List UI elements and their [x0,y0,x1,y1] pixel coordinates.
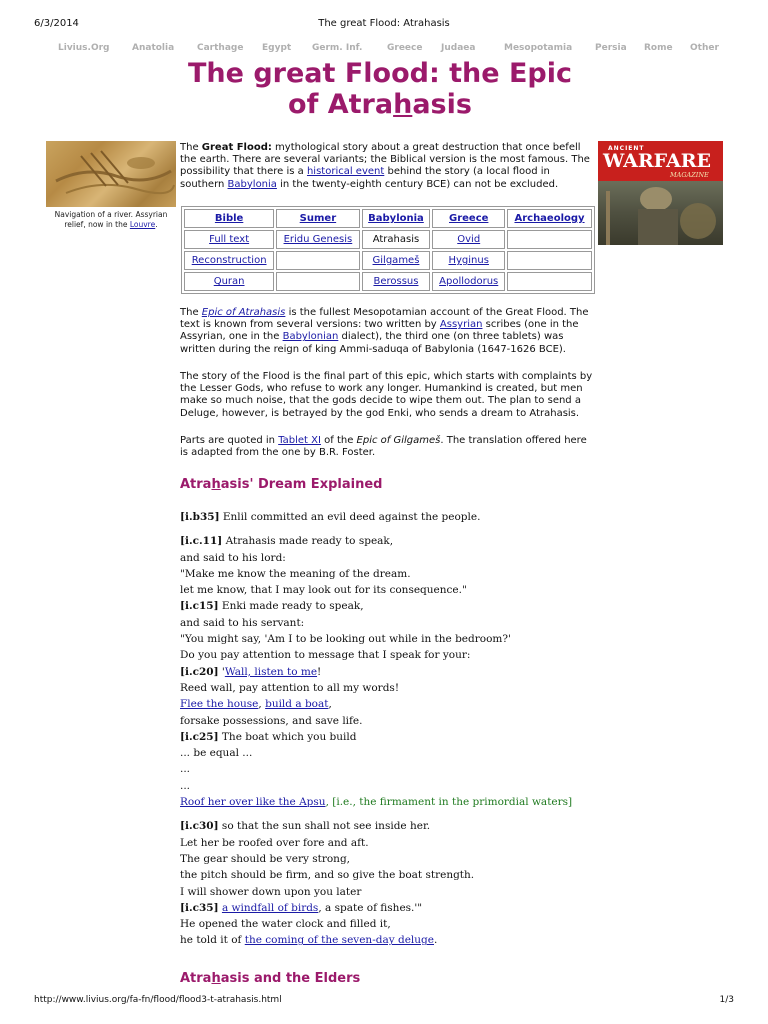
nav-link-judaea[interactable]: Judaea [441,43,476,53]
table-cell [276,230,359,249]
poem-line: ... be equal ... [180,747,253,760]
page-title-line1: The great Flood: the Epic [187,58,573,89]
table-cell [276,251,359,270]
apollodorus-link[interactable]: Apollodorus [439,276,499,287]
story-paragraph: The story of the Flood is the final part of this epic, which starts with complaints by the Lesser Gods, who refuse to work any longer. Humankind is created, but men make so much noise, that the gods decide to wipe them out. The plan to send a Deluge, however, is betrayed by the god Enki, who sends a dream to Atrahasis. [180,371,593,419]
table-cell [432,251,505,270]
page-title [150,58,610,120]
table-cell [432,272,505,291]
epic-description-paragraph: The Epic of Atrahasis is the fullest Mesopotamian account of the Great Flood. The text is known from several versions: two written by Assyrian scribes (one in the Assyrian, one in the Babylonian dialect), the third one (on three tablets) was written during the reign of king Ammi-saduqa of Babylonia (1647-1626 BCE). [180,307,589,355]
hyginus-link[interactable]: Hyginus [448,255,489,266]
tablet-xi-link[interactable]: Tablet XI [278,435,321,446]
poem-line: Do you pay attention to message that I speak for your: [180,649,471,662]
reconstruction-link[interactable]: Reconstruction [191,255,267,266]
figure-caption: Navigation of a river. Assyrian relief, now in the Louvre. [54,210,168,229]
poem-annotation: , [i.e., the firmament in the primordial waters] [325,796,573,809]
table-cell [432,230,505,249]
poem-line: "You might say, 'Am I to be looking out while in the bedroom?' [180,633,511,646]
poem-line: ... [180,763,191,776]
eridu-genesis-link[interactable]: Eridu Genesis [283,234,353,245]
gilgamesh-link[interactable]: Gilgameš [372,255,420,266]
poem-text [180,509,620,949]
greece-link[interactable]: Greece [449,213,489,224]
poem-line: Let her be roofed over fore and aft. [180,836,369,849]
print-url: http://www.livius.org/fa-fn/flood/flood3-t-atrahasis.html [34,995,282,1005]
babylonian-link[interactable]: Babylonian [282,331,339,343]
poem-line: He opened the water clock and filled it, [180,918,391,931]
nav-link-other[interactable]: Other [690,43,719,53]
poem-line: [i.c35] a windfall of birds, a spate of fishes.'" [180,901,423,914]
table-row [184,230,592,249]
ad-small-text: ANCIENT [608,145,645,152]
poem-line [180,794,620,810]
print-page-number: 1/3 [719,995,734,1005]
nav-link-mesopotamia[interactable]: Mesopotamia [504,43,573,53]
archaeology-link[interactable]: Archaeology [514,213,585,224]
ovid-link[interactable]: Ovid [457,234,481,245]
poem-line: Flee the house, build a boat, [180,698,332,711]
poem-line: [i.b35] Enlil committed an evil deed against the people. [180,511,481,523]
ad-soldier-image [598,181,723,245]
wall-listen-link[interactable]: Wall, listen to me [224,665,318,678]
poem-line: let me know, that I may look out for its consequence." [180,584,467,597]
nav-link-germ-inf[interactable]: Germ. Inf. [312,43,363,53]
poem-line: I will shower down upon you later [180,885,362,898]
poem-line: "Make me know the meaning of the dream. [180,567,411,580]
print-page-title: The great Flood: Atrahasis [318,18,450,29]
nav-link-persia[interactable]: Persia [595,43,627,53]
print-date: 6/3/2014 [34,18,79,29]
nav-link-livius[interactable]: Livius.Org [58,43,110,53]
intro-paragraph: The Great Flood: mythological story about a great destruction that once befell the earth. There are several variants; the Biblical version is the most famous. The possibility that there is a historical event behind the story (a local flood in southern Babylonia in the twenty-eighth century BCE) can not be excluded. [180,142,590,190]
berossus-link[interactable]: Berossus [373,276,419,287]
table-header-cell [276,209,359,228]
table-cell [362,272,431,291]
table-cell [507,251,592,270]
table-header-cell [507,209,592,228]
table-header-row [184,209,592,228]
bible-link[interactable]: Bible [214,213,244,224]
epic-of-atrahasis-link[interactable]: Epic of Atrahasis [201,307,286,318]
table-row [184,251,592,270]
atrahasis-current: Atrahasis [372,234,420,245]
nav-link-egypt[interactable]: Egypt [262,43,292,53]
table-header-cell [432,209,505,228]
nav-link-anatolia[interactable]: Anatolia [132,43,175,53]
table-cell [507,272,592,291]
seven-day-deluge-link[interactable]: the coming of the seven-day deluge [244,934,434,947]
ad-magazine-text: MAGAZINE [670,171,709,179]
nav-link-rome[interactable]: Rome [644,43,673,53]
table-cell [184,272,274,291]
ad-big-text: WARFARE [603,150,712,172]
louvre-link[interactable]: Louvre [129,220,156,229]
assyrian-relief-image[interactable] [46,141,176,207]
translation-paragraph: Parts are quoted in Tablet XI of the Epic of Gilgameš. The translation offered here is adapted from the one by B.R. Foster. [180,435,587,459]
nav-link-carthage[interactable]: Carthage [197,43,244,53]
table-cell [362,230,431,249]
historical-event-link[interactable]: historical event [306,166,385,178]
relief-figure [46,141,176,230]
poem-line: [i.c20] 'Wall, listen to me! [180,665,322,678]
poem-line: [i.c.11] Atrahasis made ready to speak, [180,535,394,548]
quran-link[interactable]: Quran [213,276,245,287]
full-text-link[interactable]: Full text [209,234,250,245]
windfall-of-birds-link[interactable]: a windfall of birds [221,901,319,914]
table-cell [507,230,592,249]
table-cell [276,272,359,291]
poem-line: the pitch should be firm, and so give the boat strength. [180,869,475,882]
table-header-cell [362,209,431,228]
poem-line: [i.c25] The boat which you build [180,730,357,743]
poem-line: and said to his servant: [180,616,305,629]
poem-line: and said to his lord: [180,551,286,564]
nav-link-greece[interactable]: Greece [387,43,423,53]
table-cell [184,251,274,270]
ancient-warfare-ad[interactable] [598,141,723,245]
flee-the-house-link[interactable]: Flee the house [180,698,259,711]
poem-line: [i.c30] so that the sun shall not see inside her. [180,820,431,833]
poem-line: Reed wall, pay attention to all my words! [180,681,400,694]
poem-line: The gear should be very strong, [180,852,350,865]
babylonia-header-link[interactable]: Babylonia [368,213,424,224]
poem-line: he told it of the coming of the seven-day deluge. [180,934,438,947]
build-a-boat-link[interactable]: build a boat [265,698,329,711]
assyrian-link[interactable]: Assyrian [439,319,483,331]
roof-apsu-link[interactable]: Roof her over like the Apsu [180,796,326,809]
poem-line: forsake possessions, and save life. [180,714,363,727]
table-cell [184,230,274,249]
sumer-link[interactable]: Sumer [299,213,337,224]
poem-line: [i.c15] Enki made ready to speak, [180,600,364,613]
table-header-cell [184,209,274,228]
babylonia-link[interactable]: Babylonia [227,178,277,190]
table-row [184,272,592,291]
flood-versions-table [181,206,595,294]
page-title-line2: of Atrahasis [288,89,472,120]
table-cell [362,251,431,270]
print-footer [34,995,734,1005]
section-heading-elders: Atrahasis and the Elders [180,971,361,986]
poem-line: ... [180,779,191,792]
section-heading-dream: Atrahasis' Dream Explained [180,477,383,492]
